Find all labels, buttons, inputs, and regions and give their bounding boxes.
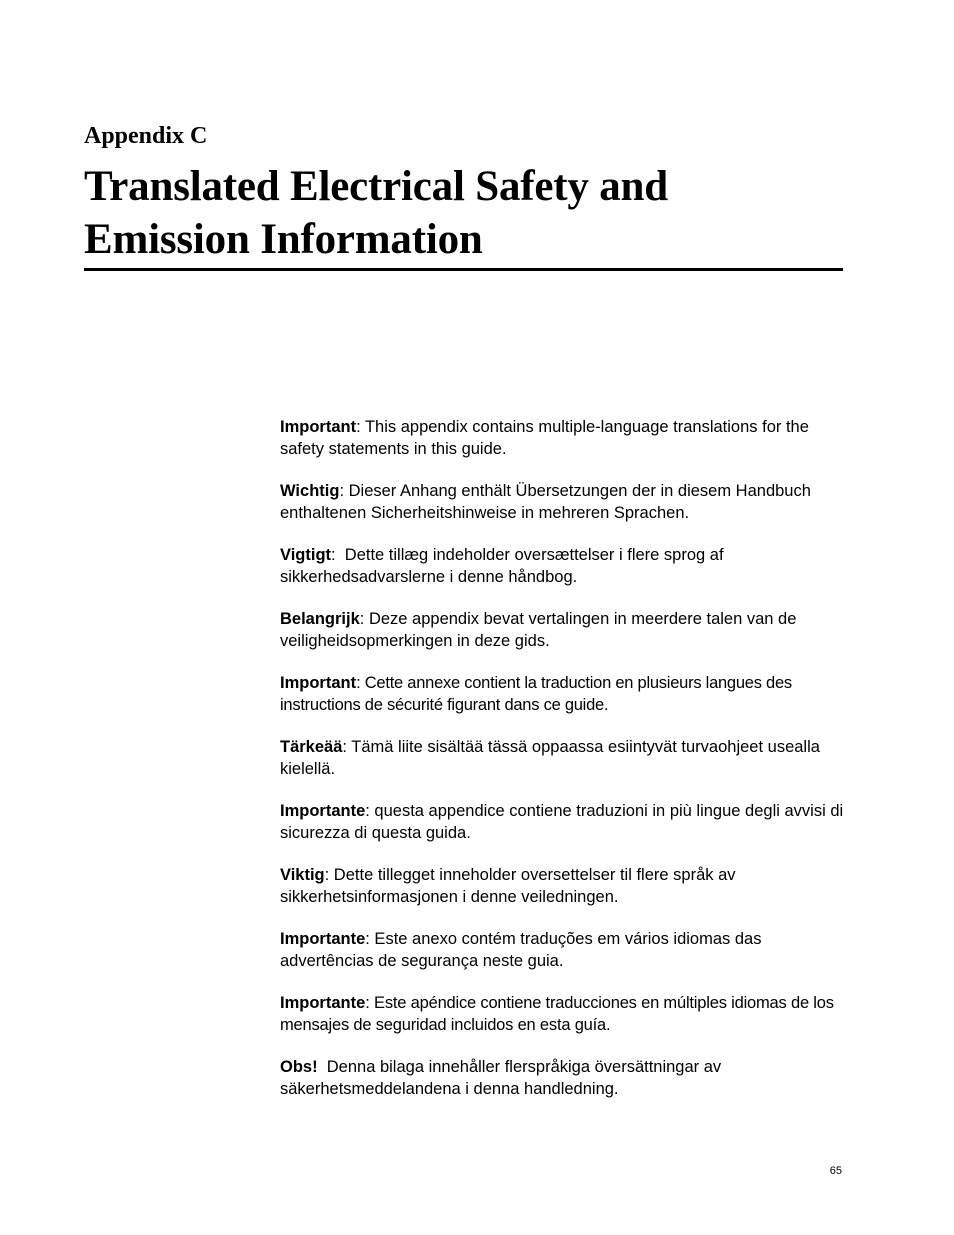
notice-label: Importante <box>280 802 366 820</box>
notice-text: : Dette tillæg indeholder oversættelser i flere sprog af sikkerhedsadvarslerne i denne håndbog. <box>280 546 729 586</box>
notice-german <box>280 480 846 524</box>
notice-danish <box>280 544 846 588</box>
notice-label: Important <box>280 674 357 692</box>
notice-text: : Deze appendix bevat vertalingen in meerdere talen van de veiligheidsopmerkingen in deze gids. <box>280 610 797 650</box>
appendix-label: Appendix C <box>84 123 208 149</box>
notice-text: : This appendix contains multiple-language translations for the safety statements in this guide. <box>280 418 809 458</box>
notice-label: Viktig <box>280 866 325 884</box>
notice-italian <box>280 800 846 844</box>
page-title: Translated Electrical Safety and Emission Information <box>84 163 668 263</box>
notice-dutch <box>280 608 846 652</box>
page-number: 65 <box>829 1165 842 1177</box>
notice-label: Importante <box>280 930 366 948</box>
notice-text: : questa appendice contiene traduzioni in più lingue degli avvisi di sicurezza di questa guida. <box>280 802 844 842</box>
notice-finnish <box>280 736 846 780</box>
notice-spanish <box>280 992 846 1036</box>
notice-english <box>280 416 846 460</box>
notice-text: Denna bilaga innehåller flerspråkiga översättningar av säkerhetsmeddelandena i denna handledning. <box>280 1058 726 1098</box>
notice-label: Obs! <box>280 1058 318 1076</box>
notice-label: Important <box>280 418 357 436</box>
notice-label: Vigtigt <box>280 546 332 564</box>
notice-text: : Este apéndice contiene traducciones en múltiples idiomas de los mensajes de seguridad incluidos en esta guía. <box>280 994 834 1034</box>
notice-french <box>280 672 846 716</box>
title-divider <box>84 268 843 271</box>
notice-swedish <box>280 1056 846 1100</box>
safety-notices <box>280 416 846 1120</box>
notice-text: : Cette annexe contient la traduction en plusieurs langues des instructions de sécurité figurant dans ce guide. <box>280 674 792 714</box>
notice-label: Importante <box>280 994 366 1012</box>
notice-label: Belangrijk <box>280 610 360 628</box>
notice-text: : Dette tillegget inneholder oversettelser til flere språk av sikkerhetsinformasjonen i denne veiledningen. <box>280 866 736 906</box>
notice-text: : Tämä liite sisältää tässä oppaassa esiintyvät turvaohjeet usealla kielellä. <box>280 738 820 778</box>
notice-label: Tärkeää <box>280 738 343 756</box>
notice-text: : Dieser Anhang enthält Übersetzungen der in diesem Handbuch enthaltenen Sicherheitshinweise in mehreren Sprachen. <box>280 482 811 522</box>
notice-label: Wichtig <box>280 482 340 500</box>
notice-text: : Este anexo contém traduções em vários idiomas das advertências de segurança neste guia. <box>280 930 762 970</box>
notice-portuguese <box>280 928 846 972</box>
notice-norwegian <box>280 864 846 908</box>
